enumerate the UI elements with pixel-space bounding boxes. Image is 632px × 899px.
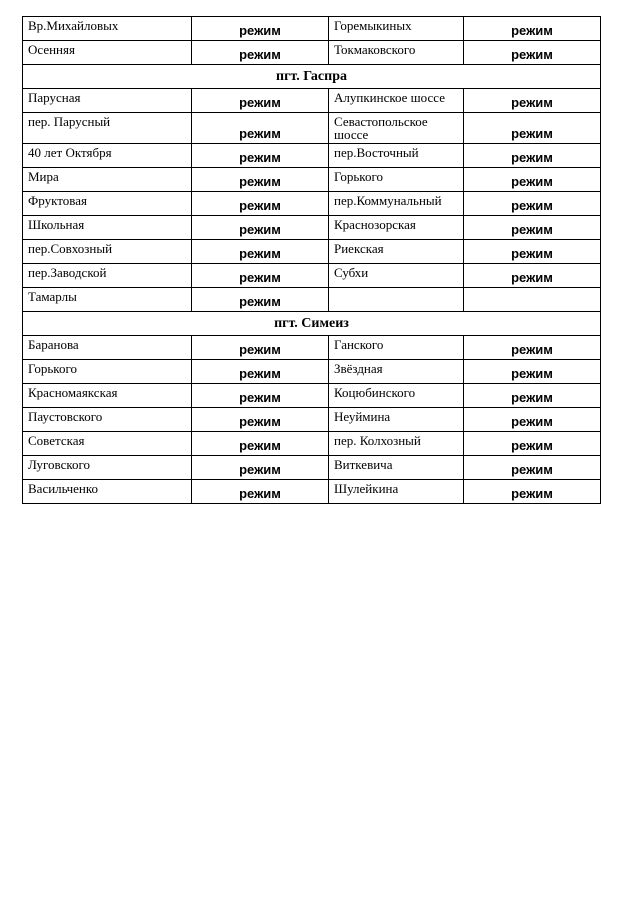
mode-cell-right: режим	[464, 41, 601, 65]
mode-cell-right: режим	[464, 89, 601, 113]
table-row	[23, 288, 601, 312]
mode-cell-right: режим	[464, 192, 601, 216]
mode-cell-left: режим	[192, 216, 329, 240]
street-name-right: Коцюбинского	[329, 384, 464, 408]
street-name-right: Звёздная	[329, 360, 464, 384]
street-name-right: Неуймина	[329, 408, 464, 432]
street-name-right: Ганского	[329, 336, 464, 360]
mode-cell-left: режим	[192, 384, 329, 408]
mode-cell-left: режим	[192, 41, 329, 65]
street-name-right: Токмаковского	[329, 41, 464, 65]
mode-cell-right: режим	[464, 336, 601, 360]
street-name-right	[329, 288, 464, 312]
mode-cell-left: режим	[192, 432, 329, 456]
street-name-left: Луговского	[23, 456, 192, 480]
street-name-right: Краснозорская	[329, 216, 464, 240]
mode-cell-left: режим	[192, 480, 329, 504]
section-header-row	[23, 65, 601, 89]
mode-cell-left: режим	[192, 192, 329, 216]
street-name-left: Школьная	[23, 216, 192, 240]
street-name-left: Советская	[23, 432, 192, 456]
mode-cell-right: режим	[464, 144, 601, 168]
mode-cell-left: режим	[192, 360, 329, 384]
street-name-left: Васильченко	[23, 480, 192, 504]
mode-cell-right: режим	[464, 408, 601, 432]
table-row	[23, 264, 601, 288]
street-name-right: Риекская	[329, 240, 464, 264]
mode-cell-right: режим	[464, 264, 601, 288]
mode-cell-left: режим	[192, 17, 329, 41]
mode-cell-left: режим	[192, 456, 329, 480]
mode-cell-left: режим	[192, 89, 329, 113]
table-row	[23, 480, 601, 504]
street-name-left: пер.Заводской	[23, 264, 192, 288]
street-name-right: Горемыкиных	[329, 17, 464, 41]
mode-cell-left: режим	[192, 144, 329, 168]
street-name-right: Горького	[329, 168, 464, 192]
table-row	[23, 168, 601, 192]
table-row	[23, 113, 601, 144]
mode-cell-left: режим	[192, 168, 329, 192]
table-row	[23, 408, 601, 432]
mode-cell-right: режим	[464, 17, 601, 41]
table-row	[23, 89, 601, 113]
table-row	[23, 456, 601, 480]
mode-cell-right	[464, 288, 601, 312]
street-name-right: Алупкинское шоссе	[329, 89, 464, 113]
table-row	[23, 192, 601, 216]
street-name-left: 40 лет Октября	[23, 144, 192, 168]
street-name-left: Паустовского	[23, 408, 192, 432]
mode-cell-right: режим	[464, 168, 601, 192]
street-name-left: пер. Парусный	[23, 113, 192, 144]
street-name-left: Горького	[23, 360, 192, 384]
table-row	[23, 384, 601, 408]
section-title: пгт. Симеиз	[23, 312, 601, 336]
mode-cell-left: режим	[192, 336, 329, 360]
table-row	[23, 144, 601, 168]
street-name-left: Красномаякская	[23, 384, 192, 408]
streets-table-body	[23, 17, 601, 504]
table-row	[23, 360, 601, 384]
street-name-right: Виткевича	[329, 456, 464, 480]
street-name-left: Баранова	[23, 336, 192, 360]
street-name-left: Вр.Михайловых	[23, 17, 192, 41]
table-row	[23, 240, 601, 264]
mode-cell-left: режим	[192, 264, 329, 288]
street-name-left: Фруктовая	[23, 192, 192, 216]
table-row	[23, 17, 601, 41]
mode-cell-left: режим	[192, 408, 329, 432]
section-header-row	[23, 312, 601, 336]
street-name-right: Субхи	[329, 264, 464, 288]
street-name-left: Тамарлы	[23, 288, 192, 312]
section-title: пгт. Гаспра	[23, 65, 601, 89]
mode-cell-right: режим	[464, 216, 601, 240]
table-row	[23, 336, 601, 360]
mode-cell-left: режим	[192, 288, 329, 312]
mode-cell-left: режим	[192, 240, 329, 264]
street-name-right: пер.Восточный	[329, 144, 464, 168]
street-name-left: пер.Совхозный	[23, 240, 192, 264]
street-name-right: пер.Коммунальный	[329, 192, 464, 216]
table-row	[23, 216, 601, 240]
mode-cell-right: режим	[464, 113, 601, 144]
street-name-left: Парусная	[23, 89, 192, 113]
mode-cell-right: режим	[464, 480, 601, 504]
street-name-right: Севастопольское шоссе	[329, 113, 464, 144]
street-name-right: Шулейкина	[329, 480, 464, 504]
streets-table	[22, 16, 601, 504]
street-name-right: пер. Колхозный	[329, 432, 464, 456]
table-row	[23, 432, 601, 456]
table-row	[23, 41, 601, 65]
mode-cell-right: режим	[464, 432, 601, 456]
mode-cell-right: режим	[464, 240, 601, 264]
mode-cell-left: режим	[192, 113, 329, 144]
mode-cell-right: режим	[464, 384, 601, 408]
street-name-left: Мира	[23, 168, 192, 192]
mode-cell-right: режим	[464, 456, 601, 480]
mode-cell-right: режим	[464, 360, 601, 384]
street-name-left: Осенняя	[23, 41, 192, 65]
